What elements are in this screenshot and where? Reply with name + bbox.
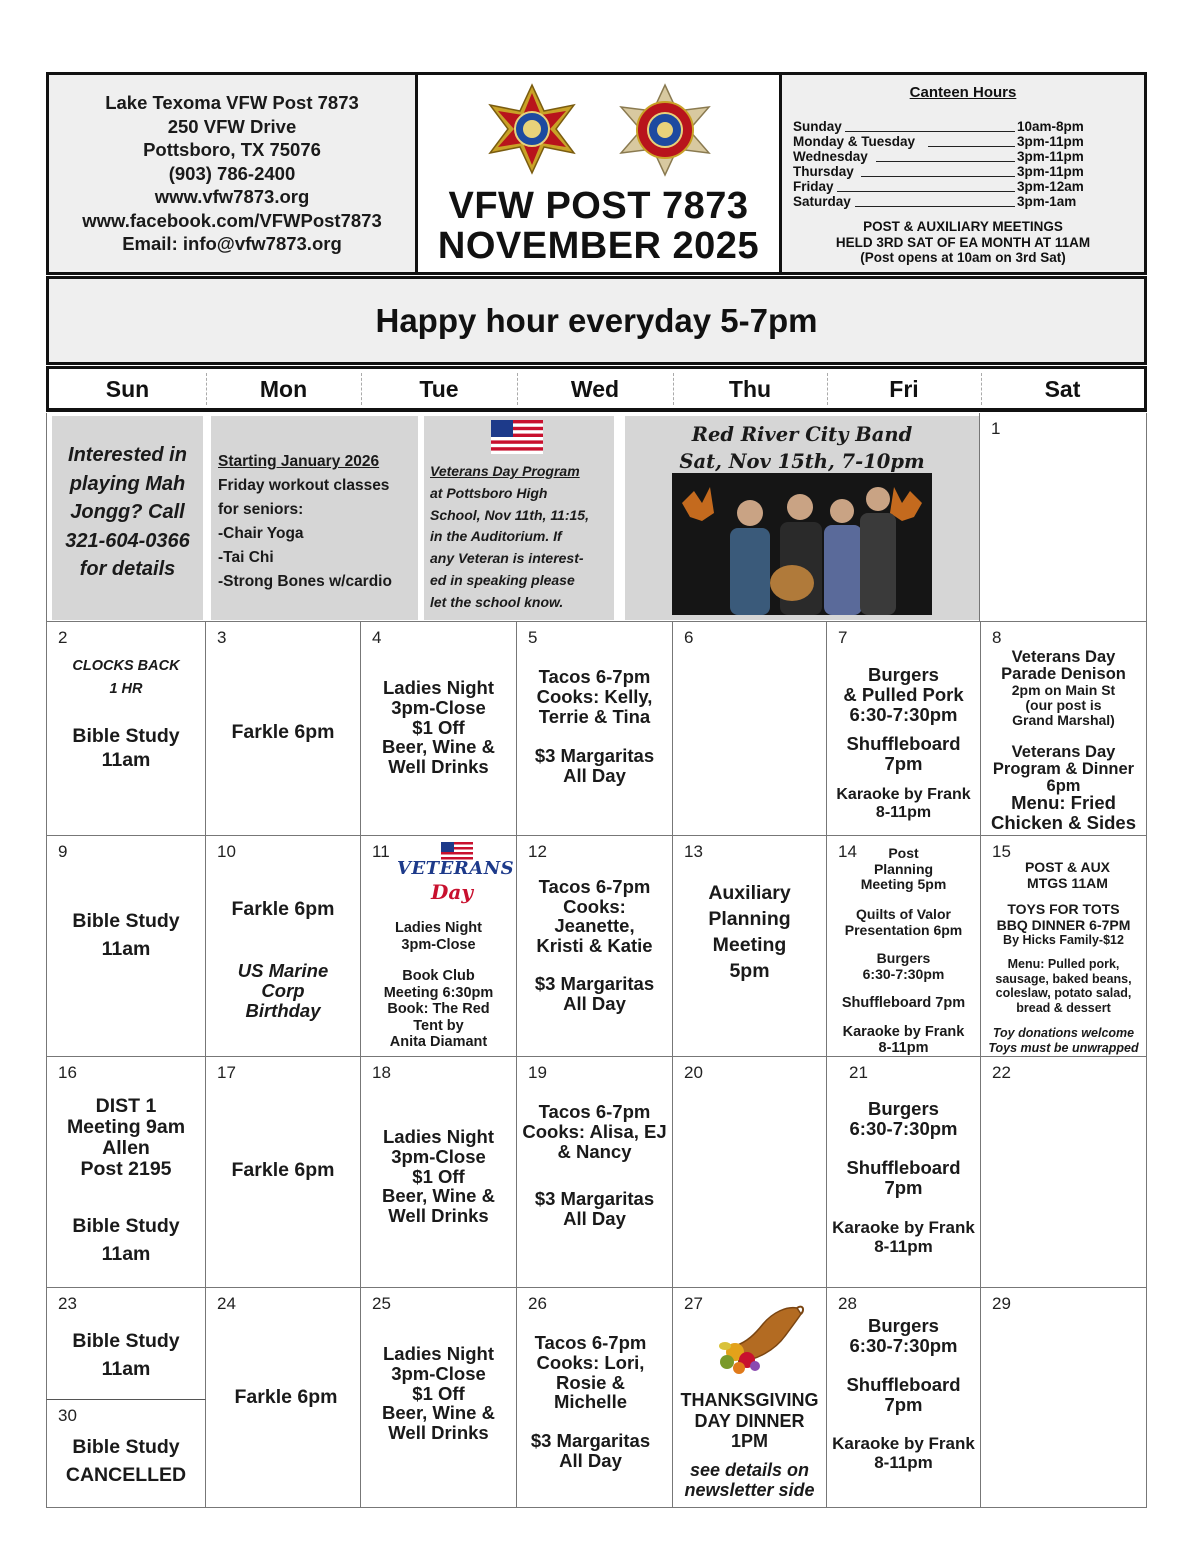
canteen-hours-title: Canteen Hours [909,84,1017,101]
day-cell-11[interactable]: 11 VETERANS Day Ladies Night 3pm-Close Book Club Meeting 6:30pm Book: The Red Tent by Anita Diamant [361,836,517,1057]
day-cell-21[interactable]: 21 Burgers 6:30-7:30pm Shuffleboard 7pm Karaoke by Frank 8-11pm [827,1057,981,1288]
day-cell-4[interactable]: 4 Ladies Night 3pm-Close $1 Off Beer, Wine & Well Drinks [361,622,517,836]
veterans-logo-word: VETERANS [397,858,515,879]
band-date: Sat, Nov 15th, 7-10pm [679,450,925,473]
day-cell-6[interactable]: 6 [673,622,827,836]
day-cell-3[interactable]: 3 Farkle 6pm [206,622,361,836]
post-phone: (903) 786-2400 [168,162,296,184]
workout-heading: Starting January 2026 [218,453,380,470]
workout-promo: Starting January 2026 Friday workout classes for seniors: -Chair Yoga -Tai Chi -Strong Bones w/cardio [211,416,418,620]
day-cell-17[interactable]: 17 Farkle 6pm [206,1057,361,1288]
day-cell-13[interactable]: 13 Auxiliary Planning Meeting 5pm [673,836,827,1057]
day-cell-10[interactable]: 10 Farkle 6pm US Marine Corp Birthday [206,836,361,1057]
canteen-hours-row: Monday & Tuesday 3pm-11pm [793,134,1084,149]
happy-hour-banner: Happy hour everyday 5-7pm [46,276,1147,365]
day-cell-12[interactable]: 12 Tacos 6-7pm Cooks: Jeanette, Kristi & Katie $3 Margaritas All Day [517,836,673,1057]
day-cell-28[interactable]: 28 Burgers 6:30-7:30pm Shuffleboard 7pm Karaoke by Frank 8-11pm [827,1288,981,1508]
day-cell-7[interactable]: 7 Burgers & Pulled Pork 6:30-7:30pm Shuffleboard 7pm Karaoke by Frank 8-11pm [827,622,981,836]
canteen-hours-row: Sunday 10am-8pm [793,119,1084,134]
band-name: Red River City Band [691,423,913,446]
red-river-band-promo [625,416,979,620]
post-name: Lake Texoma VFW Post 7873 [105,92,359,114]
day-cell-20[interactable]: 20 [673,1057,827,1288]
canteen-hours-row: Wednesday 3pm-11pm [793,149,1084,164]
mahjongg-promo: Interested in playing Mah Jongg? Call 321-604-0366 for details [52,416,203,620]
post-city: Pottsboro, TX 75076 [143,139,321,161]
day-cell-2[interactable]: 2 CLOCKS BACK 1 HR Bible Study 11am [46,622,206,836]
day-cell-23[interactable]: 23 Bible Study 11am [46,1288,206,1400]
canteen-hours-row: Saturday 3pm-1am [793,194,1077,209]
canteen-hours-row: Thursday 3pm-11pm [793,164,1084,179]
canteen-hours-panel [782,75,1144,272]
day-cell-9[interactable]: 9 Bible Study 11am [46,836,206,1057]
day-cell-16[interactable]: 16 DIST 1 Meeting 9am Allen Post 2195 Bible Study 11am [46,1057,206,1288]
day-cell-25[interactable]: 25 Ladies Night 3pm-Close $1 Off Beer, Wine & Well Drinks [361,1288,517,1508]
cornucopia-icon [717,1302,805,1376]
veterans-program-heading: Veterans Day Program [430,463,580,479]
weekday-thu: Thu [728,376,772,402]
day-cell-19[interactable]: 19 Tacos 6-7pm Cooks: Alisa, EJ & Nancy $3 Margaritas All Day [517,1057,673,1288]
post-facebook-link[interactable]: www.facebook.com/VFWPost7873 [82,209,382,231]
day-cell-29[interactable]: 29 [981,1288,1147,1508]
weekday-tue: Tue [419,376,459,402]
post-email[interactable]: Email: info@vfw7873.org [122,233,342,255]
meetings-notice: POST & AUXILIARY MEETINGS HELD 3RD SAT OF EA MONTH AT 11AM (Post opens at 10am on 3rd Sat) [835,219,1091,265]
auxiliary-emblem-icon [615,83,715,177]
month-title: NOVEMBER 2025 [437,225,760,267]
post-website-link[interactable]: www.vfw7873.org [154,186,310,208]
day-cell-15[interactable]: 15 POST & AUX MTGS 11AM TOYS FOR TOTS BBQ DINNER 6-7PM By Hicks Family-$12 Menu: Pulled pork, sausage, baked beans, coleslaw, potato salad, bread & dessert Toy donations welcome Toys must be unwrapped [981,836,1147,1057]
post-contact-info [49,75,418,272]
day-cell-18[interactable]: 18 Ladies Night 3pm-Close $1 Off Beer, Wine & Well Drinks [361,1057,517,1288]
veterans-day-logo [397,840,515,912]
vfw-emblem-icon [484,83,580,175]
canteen-hours-row: Friday 3pm-12am [793,179,1084,194]
veterans-day-program-promo: Veterans Day Program at Pottsboro High School, Nov 11th, 11:15, in the Auditorium. If any Veteran is interest- ed in speaking please let the school know. [424,416,614,620]
weekday-wed: Wed [570,376,620,402]
weekday-header [46,366,1147,412]
weekday-fri: Fri [889,376,919,402]
day-cell-30[interactable]: 30 Bible Study CANCELLED [46,1400,206,1508]
day-cell-14[interactable]: 14 Post Planning Meeting 5pm Quilts of Valor Presentation 6pm Burgers 6:30-7:30pm Shuffleboard 7pm Karaoke by Frank 8-11pm [827,836,981,1057]
title-block [418,75,782,272]
post-street: 250 VFW Drive [167,115,297,137]
calendar-header [46,72,1147,275]
day-cell-5[interactable]: 5 Tacos 6-7pm Cooks: Kelly, Terrie & Tina $3 Margaritas All Day [517,622,673,836]
us-flag-icon [491,420,543,454]
day-cell-8[interactable]: 8 Veterans Day Parade Denison 2pm on Main St (our post is Grand Marshal) Veterans Day Program & Dinner 6pm Menu: Fried Chicken & Sides [981,622,1147,836]
post-title: VFW POST 7873 [448,185,749,227]
day-cell-24[interactable]: 24 Farkle 6pm [206,1288,361,1508]
day-cell-27[interactable]: 27 THANKSGIVING DAY DINNER 1PM see details on newsletter side [673,1288,827,1508]
day-cell-26[interactable]: 26 Tacos 6-7pm Cooks: Lori, Rosie & Michelle $3 Margaritas All Day [517,1288,673,1508]
day-cell-22[interactable]: 22 [981,1057,1147,1288]
day-cell-1[interactable]: 1 [979,413,1147,622]
band-photo [672,473,932,615]
weekday-sat: Sat [1044,376,1081,402]
weekday-sun: Sun [105,376,150,402]
veterans-logo-day: Day [431,880,473,904]
weekday-mon: Mon [259,376,308,402]
